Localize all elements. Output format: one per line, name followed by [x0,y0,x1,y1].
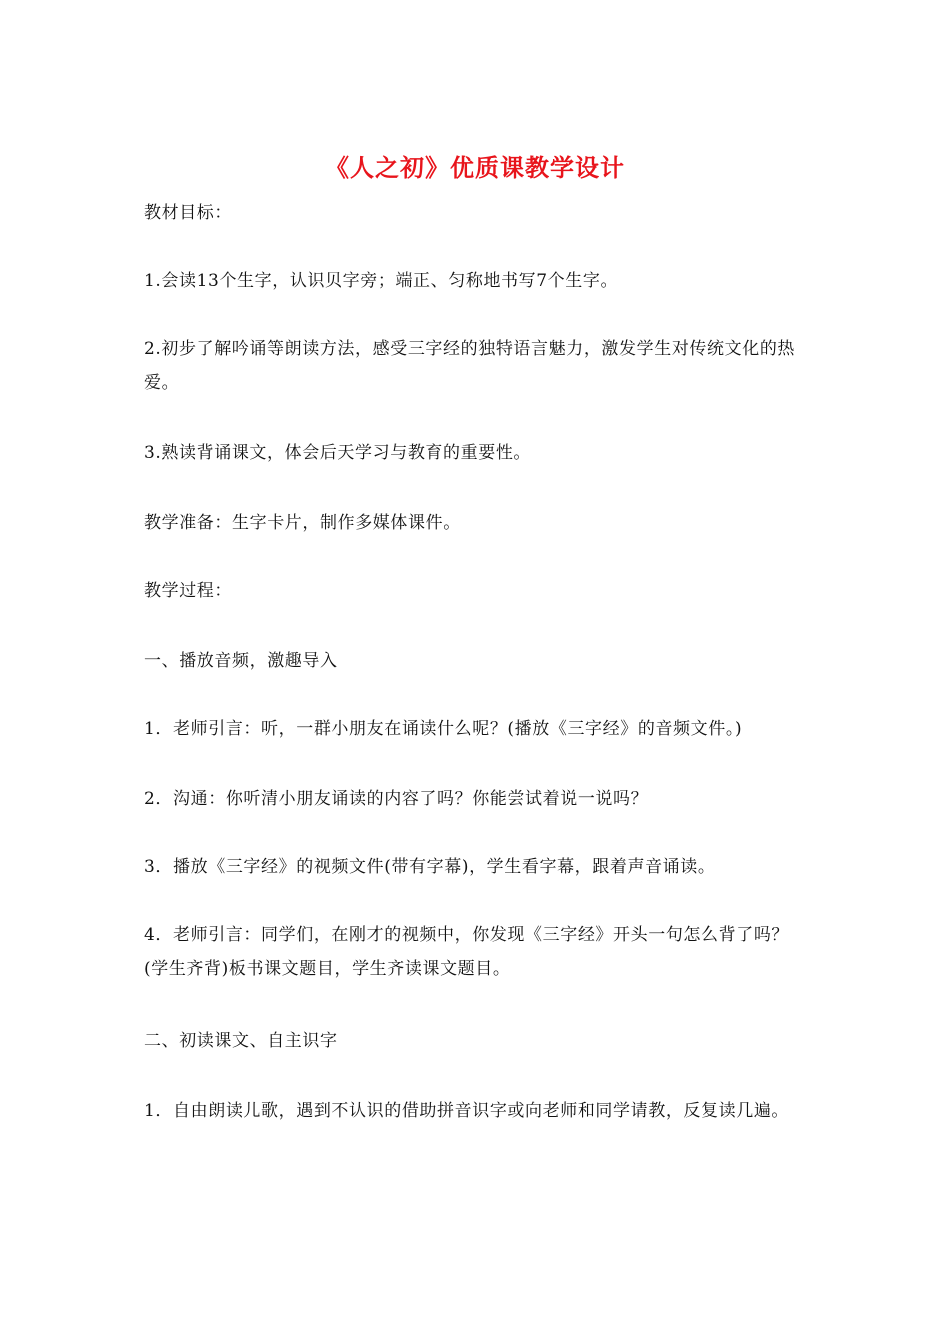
paragraph-step-1-2: 2．沟通：你听清小朋友诵读的内容了吗？你能尝试着说一说吗？ [144,789,649,809]
paragraph-preparation: 教学准备：生字卡片，制作多媒体课件。 [144,513,461,533]
paragraph-step-1-1: 1．老师引言：听，一群小朋友在诵读什么呢？(播放《三字经》的音频文件。) [144,719,743,739]
paragraph-goal-1: 1.会读13个生字，认识贝字旁；端正、匀称地书写7个生字。 [144,271,619,291]
document-title: 《人之初》优质课教学设计 [325,153,625,182]
paragraph-step-1-4: 4．老师引言：同学们，在刚才的视频中，你发现《三字经》开头一句怎么背了吗？(学生齐背)板书课文题目，学生齐读课文题目。 [144,925,790,979]
paragraph-teaching-goals-heading: 教材目标： [144,203,232,223]
paragraph-process-heading: 教学过程： [144,581,232,601]
paragraph-step-2-1: 1．自由朗读儿歌，遇到不认识的借助拼音识字或向老师和同学请教，反复读几遍。 [144,1101,790,1121]
paragraph-section-1-heading: 一、播放音频，激趣导入 [144,651,338,671]
paragraph-goal-3: 3.熟读背诵课文，体会后天学习与教育的重要性。 [144,443,532,463]
paragraph-step-1-3: 3．播放《三字经》的视频文件(带有字幕)，学生看字幕，跟着声音诵读。 [144,857,716,877]
paragraph-goal-2: 2.初步了解吟诵等朗读方法，感受三字经的独特语言魅力，激发学生对传统文化的热爱。 [144,339,796,393]
paragraph-section-2-heading: 二、初读课文、自主识字 [144,1031,338,1051]
